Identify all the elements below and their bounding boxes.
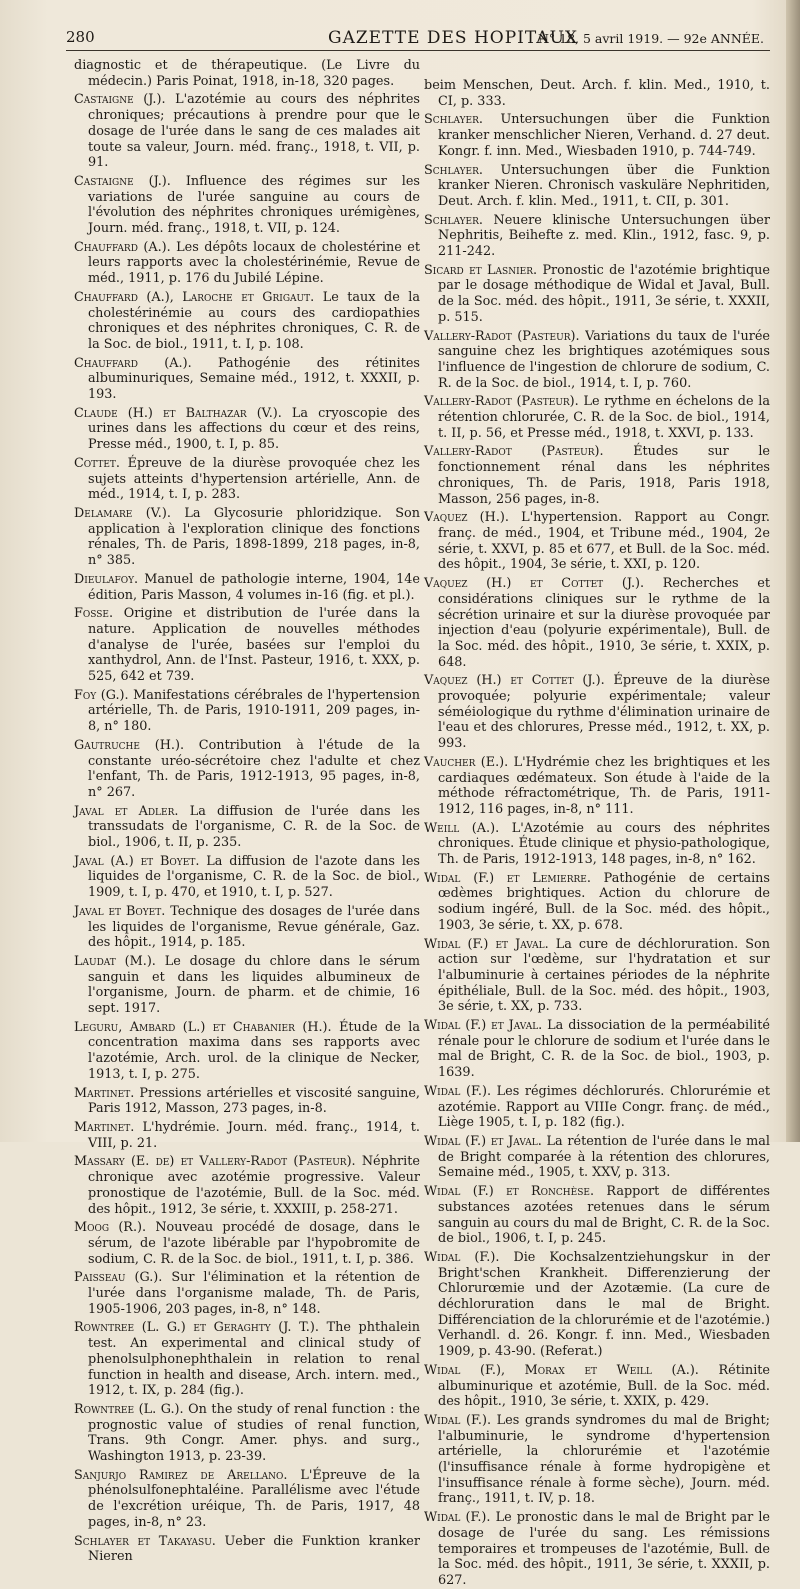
entry-text: Pathogénie de certains œdèmes brightiques. Action du chlorure de sodium ingéré, Bull. de la Soc. méd. des hôpit., 1903, 3e série, t. XX, p. 678.: [438, 870, 770, 933]
entry-author: Vaquez (H.) et Cottet (J.).: [424, 673, 605, 689]
entry-text: L'hydrémie. Journ. méd. franç., 1914, t. VIII, p. 21.: [88, 1120, 420, 1151]
bibliography-entry: [424, 1510, 770, 1589]
bibliography-entry: [424, 263, 770, 326]
entry-author: Cottet.: [74, 455, 120, 471]
entry-text: Influence des régimes sur les variations de l'urée sanguine au cours de l'évolution des néphrites chroniques urémigènes, Journ. méd. franç., 1918, t. VII, p. 124.: [88, 173, 420, 237]
entry-author: Widal (F.).: [424, 1249, 500, 1265]
entry-author: Widal (F.) et Lemierre.: [424, 870, 591, 886]
entry-text: Épreuve de la diurèse provoquée chez les sujets atteints d'hypertension artérielle, Ann. de méd., 1914, t. I, p. 283.: [88, 455, 420, 503]
bibliography-entry: [424, 163, 770, 210]
entry-text: The phthalein test. An experimental and clinical study of phenolsulphonephthalein in relation to renal function in health and disease, Arch. intern. med., 1912, t. IX, p. 284 (fig.).: [88, 1320, 421, 1399]
entry-text: Untersuchungen über die Funktion kranker Nieren. Chronisch vaskuläre Nephritiden, Deut. Arch. f. klin. Med., 1911, t. CII, p. 301.: [438, 162, 770, 209]
entry-author: Widal (F.) et Javal.: [424, 1018, 543, 1034]
bibliography-entry: [424, 937, 770, 1016]
right-column: [424, 58, 771, 1588]
entry-text: Pronostic de l'azotémie brightique par le dosage méthodique de Widal et Javal, Bull. de la Soc. méd. des hôpit., 1911, 3e série, t. XXXII, p. 515.: [438, 262, 770, 325]
bibliography-entry: [424, 1184, 770, 1247]
bibliography-entry: [74, 1270, 420, 1317]
entry-text: La rétention de l'urée dans le mal de Bright comparée à la rétention des chlorures, Semaine méd., 1905, t. XXV, p. 313.: [438, 1134, 771, 1181]
entry-text: Néphrite chronique avec azotémie progressive. Valeur pronostique de l'azotémie, Bull. de la Soc. méd. des hôpit., 1912, 3e série, t. XXXIII, p. 258-271.: [88, 1154, 420, 1217]
entry-text: L'Azotémie au cours des néphrites chroniques. Étude clinique et physio-pathologique, Th. de Paris, 1912-1913, 148 pages, in-8, n° 162.: [438, 820, 770, 868]
bibliography-entry: [424, 510, 770, 573]
entry-author: Sanjurjo Ramirez de Arellano.: [74, 1467, 288, 1483]
entry-text: Contribution à l'étude de la constante uréo-sécrétoire chez l'adulte et chez l'enfant, Th. de Paris, 1912-1913, 95 pages, in-8, n° 267.: [88, 737, 421, 800]
bibliography-entry: [424, 1413, 770, 1507]
entry-text: L'hypertension. Rapport au Congr. franç. de méd., 1904, et Tribune méd., 1904, 2e série, t. XXVI, p. 85 et 677, et Bull. de la Soc. méd. des hôpit., 1904, 3e série, t. XXI, p. 120.: [438, 510, 770, 573]
entry-author: Rowntree (L. G.).: [74, 1401, 184, 1417]
bibliography-entry: [424, 576, 770, 670]
bibliography-entry: [74, 606, 420, 685]
entry-author: Vallery-Radot (Pasteur).: [424, 394, 579, 410]
bibliography-entry: [424, 329, 770, 392]
bibliography-entry: [74, 58, 420, 89]
bibliography-entry: [424, 1134, 770, 1181]
bibliography-entry: [74, 1120, 420, 1151]
issue-info: N° 18, 5 avril 1919. — 92e ANNÉE.: [537, 31, 764, 46]
entry-text: Rétinite albuminurique et azotémie, Bull. de la Soc. méd. des hôpit., 1910, 3e série, t. XXIX, p. 429.: [438, 1362, 770, 1410]
entry-text: Sur l'élimination et la rétention de l'urée dans l'organisme malade, Th. de Paris, 1905-1906, 203 pages, in-8, n° 148.: [88, 1270, 420, 1317]
entry-author: Schlayer.: [424, 212, 483, 228]
entry-author: Chauffard (A.), Laroche et Grigaut.: [74, 289, 315, 305]
bibliography-entry: [424, 213, 770, 260]
entry-text: La cure de déchloruration. Son action sur l'œdème, sur l'hydratation et sur l'albuminurie à certaines périodes de la néphrite épithéliale, Bull. de la Soc. méd. des hôpit., 1903, 3e série, t. XX, p. 733.: [438, 936, 770, 1015]
bibliography-entry: [424, 112, 770, 159]
page-header: [66, 20, 770, 51]
entry-text: On the study of renal function : the prognostic value of studies of renal function, Trans. 9th Congr. Amer. phys. and surg., Washington 1913, p. 23-39.: [88, 1401, 420, 1465]
entry-author: Widal (F.) et Javal.: [424, 1134, 542, 1149]
entry-text: Manuel de pathologie interne, 1904, 14e édition, Paris Masson, 4 volumes in-16 (fig. et pl.).: [88, 571, 420, 603]
bibliography-entry: [74, 1086, 420, 1117]
entry-author: Widal (F.) et Javal.: [424, 936, 549, 952]
bibliography-entry: [424, 1250, 770, 1360]
bibliography-entry: [74, 290, 420, 353]
bibliography-entry: [74, 1468, 420, 1531]
entry-author: Vallery-Radot (Pasteur).: [424, 444, 604, 460]
entry-author: Chauffard (A.).: [74, 239, 171, 255]
bibliography-entry: [74, 356, 420, 403]
bibliography-entry: [424, 871, 770, 934]
entry-author: Vaquez (H.) et Cottet (J.).: [424, 576, 645, 592]
entry-text: La cryoscopie des urines dans les affections du cœur et des reins, Presse méd., 1900, t. I, p. 85.: [88, 405, 420, 453]
entry-author: Foy (G.).: [74, 687, 129, 703]
entry-text: La diffusion de l'azote dans les liquides de l'organisme, C. R. de la Soc. de biol., 1909, t. I, p. 470, et 1910, t. I, p. 527.: [88, 853, 420, 901]
bibliography-entry: [74, 174, 420, 237]
entry-text: Origine et distribution de l'urée dans la nature. Application de nouvelles méthodes d'analyse de l'urée, basées sur l'emploi du xanthydrol, Ann. de l'Inst. Pasteur, 1916, t. XXX, p. 525, 642 et 739.: [88, 606, 420, 685]
bibliography-entry: [74, 804, 420, 851]
bibliography-entry: [424, 1363, 770, 1410]
entry-author: Martinet.: [74, 1120, 135, 1135]
bibliography-entry: [74, 406, 420, 453]
entry-text: La dissociation de la perméabilité rénale pour le chlorure de sodium et l'urée dans le mal de Bright, C. R. de la Soc. de biol., 1903, p. 1639.: [438, 1018, 770, 1081]
bibliography-entry: [74, 1154, 420, 1217]
entry-author: Claude (H.) et Balthazar (V.).: [74, 405, 282, 421]
entry-author: Delamare (V.).: [74, 505, 171, 521]
entry-text: Pressions artérielles et viscosité sanguine, Paris 1912, Masson, 273 pages, in-8.: [88, 1085, 420, 1117]
bibliography-entry: [74, 92, 420, 171]
entry-text: beim Menschen, Deut. Arch. f. klin. Med., 1910, t. CI, p. 333.: [424, 78, 770, 109]
bibliography-entry: [74, 572, 420, 603]
bibliography-entry: [424, 755, 770, 818]
entry-author: Rowntree (L. G.) et Geraghty (J. T.).: [74, 1320, 319, 1336]
entry-author: Chauffard (A.).: [74, 355, 192, 371]
entry-text: La diffusion de l'urée dans les transsudats de l'organisme, C. R. de la Soc. de biol., 1906, t. II, p. 235.: [88, 803, 420, 851]
entry-text: Ueber die Funktion kranker Nieren: [88, 1533, 420, 1565]
entry-author: Schlayer et Takayasu.: [74, 1533, 216, 1549]
entry-author: Moog (R.).: [74, 1220, 147, 1236]
entry-author: Castaigne (J.).: [74, 92, 166, 108]
entry-author: Widal (F.).: [424, 1083, 492, 1099]
entry-author: Paisseau (G.).: [74, 1270, 163, 1286]
entry-author: Martinet.: [74, 1085, 135, 1101]
bibliography-entry: [74, 1020, 420, 1083]
entry-author: Javal et Boyet.: [74, 903, 166, 919]
bibliography-entry: [424, 444, 770, 507]
entry-text: diagnostic et de thérapeutique. (Le Livre du médecin.) Paris Poinat, 1918, in-18, 320 pages.: [74, 58, 420, 89]
entry-author: Widal (F.).: [424, 1510, 491, 1526]
entry-author: Weill (A.).: [424, 820, 500, 836]
entry-author: Widal (F.), Morax et Weill (A.).: [424, 1362, 699, 1378]
page-binding-edge: [786, 0, 800, 1142]
entry-text: Épreuve de la diurèse provoquée; polyurie expérimentale; valeur séméiologique du rythme d'élimination urinaire de l'eau et des chlorures, Presse méd., 1912, t. XX, p. 993.: [438, 673, 770, 752]
entry-text: Les grands syndromes du mal de Bright; l'albuminurie, le syndrome d'hypertension artérielle, la chlorurémie et l'azotémie (l'insuffisance rénale à forme hydropigène et l'insuffisance rénale à forme sèche), Journ. méd. franç., 1911, t. IV, p. 18.: [438, 1412, 770, 1507]
entry-text: Études sur le fonctionnement rénal dans les néphrites chroniques, Th. de Paris, 1918, Paris 1918, Masson, 256 pages, in-8.: [438, 444, 770, 507]
entry-author: Javal et Adler.: [74, 803, 179, 819]
entry-author: Vaquez (H.).: [424, 510, 509, 526]
entry-author: Castaigne (J.).: [74, 173, 171, 189]
entry-text: Rapport de différentes substances azotées retenues dans le sérum sanguin au cours du mal de Bright, C. R. de la Soc. de biol., 1906, t. I, p. 245.: [438, 1184, 770, 1247]
entry-text: Le pronostic dans le mal de Bright par le dosage de l'urée du sang. Les rémissions temporaires et trompeuses de l'azotémie, Bull. de la Soc. méd. des hôpit., 1911, 3e série, t. XXXII, p. 627.: [438, 1510, 770, 1588]
bibliography-entry: [74, 688, 420, 735]
left-column: [74, 58, 421, 1565]
bibliography-entry: [424, 1018, 770, 1081]
entry-author: Laudat (M.).: [74, 953, 156, 969]
entry-text: L'Épreuve de la phénolsulfonephtaléine. Parallélisme avec l'étude de l'excrétion uréique, Th. de Paris, 1917, 48 pages, in-8, n° 23.: [88, 1467, 420, 1530]
bibliography-entry: [424, 821, 770, 868]
bibliography-entry: [74, 1320, 420, 1399]
entry-text: Le taux de la cholestérinémie au cours des cardiopathies chroniques et des néphrites chroniques, C. R. de la Soc. de biol., 1911, t. I, p. 108.: [88, 289, 420, 352]
entry-text: Nouveau procédé de dosage, dans le sérum, de l'azote libérable par l'hypobromite de sodium, C. R. de la Soc. de biol., 1911, t. I, p. 386.: [88, 1220, 420, 1267]
entry-text: Die Kochsalzentziehungskur in der Bright'schen Krankheit. Differenzierung der Chlorurœmie und der Azotæmie. (La cure de déchloruration dans le mal de Bright. Différenciation de la chlorurémie et de l'azotémie.) Verhandl. d. 26. Kongr. f. inn. Med., Wiesbaden 1909, p. 43-90. (Referat.): [438, 1249, 770, 1360]
bibliography-entry: [424, 394, 770, 441]
entry-text: L'Hydrémie chez les brightiques et les cardiaques œdémateux. Son étude à l'aide de la méthode réfractométrique, Th. de Paris, 1911-1912, 116 pages, in-8, n° 111.: [438, 754, 771, 817]
entry-author: Sicard et Lasnier.: [424, 262, 538, 278]
bibliography-entry: [424, 78, 770, 109]
entry-author: Dieulafoy.: [74, 571, 139, 587]
entry-text: Les dépôts locaux de cholestérine et leurs rapports avec la cholestérinémie, Revue de méd., 1911, p. 176 du Jubilé Lépine.: [88, 239, 420, 287]
entry-text: Le rythme en échelons de la rétention chlorurée, C. R. de la Soc. de biol., 1914, t. II, p. 56, et Presse méd., 1918, t. XXVI, p. 133.: [438, 394, 770, 441]
entry-text: La Glycosurie phloridzique. Son application à l'exploration clinique des fonctions rénales, Th. de Paris, 1898-1899, 218 pages, in-8, n° 385.: [88, 505, 420, 569]
entry-author: Gautruche (H.).: [74, 737, 185, 753]
entry-text: Étude de la concentration maxima dans ses rapports avec l'azotémie, Arch. urol. de la clinique de Necker, 1913, t. I, p. 275.: [88, 1019, 420, 1082]
entry-author: Schlayer.: [424, 162, 483, 178]
page-number: 280: [66, 28, 95, 46]
bibliography-entry: [74, 738, 420, 801]
entry-text: Pathogénie des rétinites albuminuriques, Semaine méd., 1912, t. XXXII, p. 193.: [88, 355, 420, 403]
entry-author: Javal (A.) et Boyet.: [74, 853, 200, 869]
entry-text: L'azotémie au cours des néphrites chroniques; précautions à prendre pour que le dosage de l'urée dans le sang de ces malades ait toute sa valeur, Journ. méd. franç., 1918, t. VII, p. 91.: [88, 92, 420, 171]
journal-title: GAZETTE DES HOPITAUX: [328, 28, 579, 48]
entry-author: Leguru, Ambard (L.) et Chabanier (H.).: [74, 1019, 332, 1035]
entry-author: Massary (E. de) et Vallery-Radot (Pasteur).: [74, 1154, 356, 1170]
bibliography-entry: [74, 240, 420, 287]
entry-text: Neuere klinische Untersuchungen über Nephritis, Beihefte z. med. Klin., 1912, fasc. 9, p. 211-242.: [438, 212, 770, 260]
bibliography-entry: [424, 673, 770, 752]
bibliography-entry: [74, 854, 420, 901]
bibliography-entry: [74, 1402, 420, 1465]
entry-author: Widal (F.).: [424, 1412, 492, 1428]
bibliography-entry: [74, 1220, 420, 1267]
entry-text: Les régimes déchlorurés. Chlorurémie et azotémie. Rapport au VIIIe Congr. franç. de méd., Liège 1905, t. I, p. 182 (fig.).: [438, 1083, 770, 1131]
entry-text: Le dosage du chlore dans le sérum sanguin et dans les liquides albumineux de l'organisme, Journ. de pharm. et de chimie, 16 sept. 1917.: [88, 953, 420, 1017]
bibliography-entry: [74, 506, 420, 569]
entry-text: Recherches et considérations cliniques sur le rythme de la sécrétion urinaire et sur la diurèse provoquée par injection d'eau (polyurie expérimentale), Bull. de la Soc. méd. des hôpit., 1910, 3e série, t. XXIX, p. 648.: [438, 576, 770, 670]
entry-author: Vaucher (E.).: [424, 754, 509, 770]
bibliography-entry: [74, 904, 420, 951]
entry-author: Schlayer.: [424, 112, 483, 128]
entry-author: Widal (F.) et Ronchèse.: [424, 1184, 595, 1200]
bibliography-entry: [74, 954, 420, 1017]
bibliography-entry: [424, 1084, 770, 1131]
bibliography-entry: [74, 456, 420, 503]
bibliography-entry: [74, 1534, 420, 1565]
entry-text: Manifestations cérébrales de l'hypertension artérielle, Th. de Paris, 1910-1911, 209 pages, in-8, n° 180.: [88, 687, 421, 735]
entry-text: Variations du taux de l'urée sanguine chez les brightiques azotémiques sous l'influence de l'ingestion de chlorure de sodium, C. R. de la Soc. de biol., 1914, t. I, p. 760.: [438, 328, 770, 391]
entry-text: Technique des dosages de l'urée dans les liquides de l'organisme, Revue générale, Gaz. des hôpit., 1914, p. 185.: [88, 903, 420, 951]
entry-author: Fosse.: [74, 606, 114, 622]
entry-text: Untersuchungen über die Funktion kranker menschlicher Nieren, Verhand. d. 27 deut. Kongr. f. inn. Med., Wiesbaden 1910, p. 744-749.: [438, 112, 770, 159]
entry-author: Vallery-Radot (Pasteur).: [424, 328, 580, 344]
